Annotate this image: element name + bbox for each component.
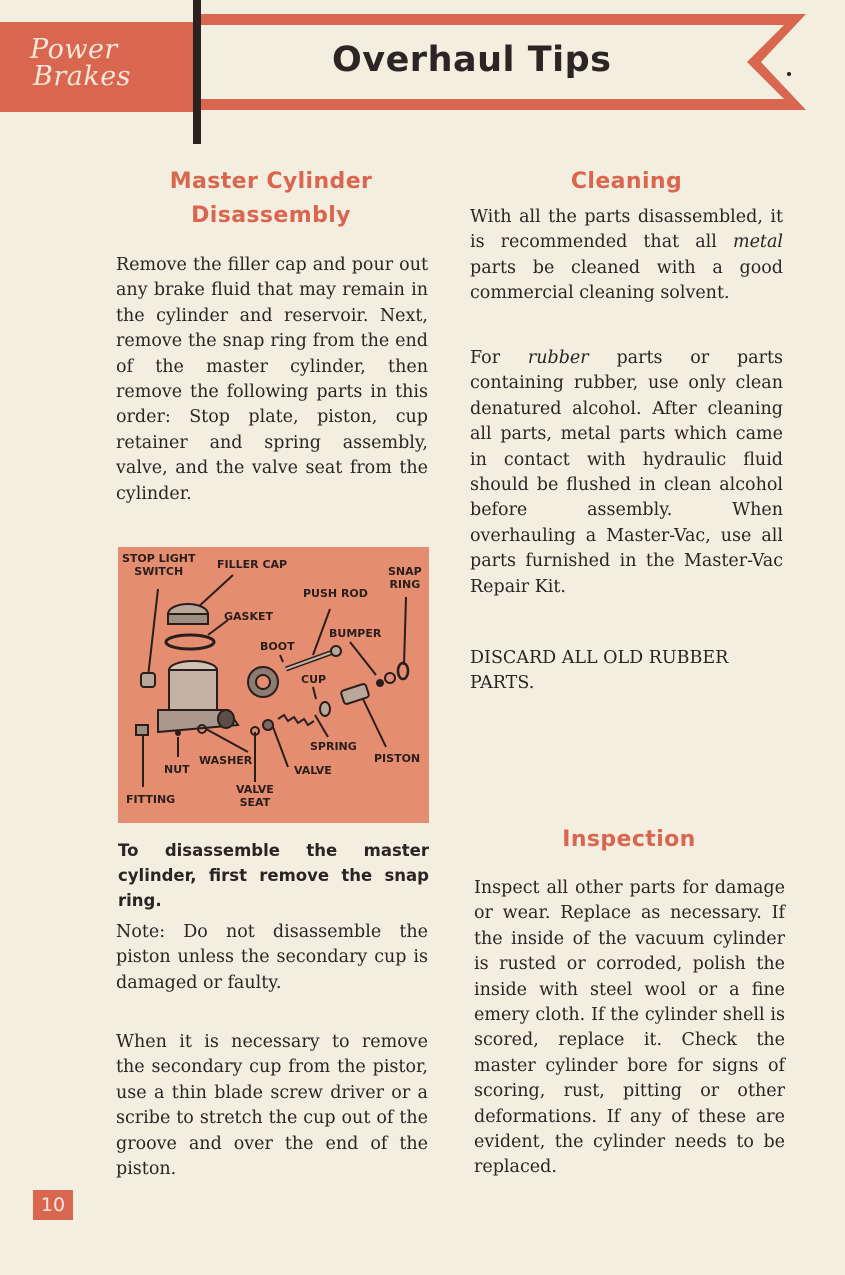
label-nut: NUT <box>164 763 190 776</box>
label-cup: CUP <box>301 673 327 686</box>
label-piston: PISTON <box>374 752 421 765</box>
label-switch: SWITCH <box>134 565 184 578</box>
label-stop-light-switch <box>122 552 196 578</box>
master-cylinder-heading <box>116 165 426 233</box>
label-ring: RING <box>389 578 421 591</box>
label-snap-ring <box>388 565 422 591</box>
brand-tab <box>0 22 196 112</box>
label-valve-seat-1: VALVE <box>236 783 274 796</box>
label-valve-seat-2: SEAT <box>239 796 271 809</box>
label-push-rod: PUSH ROD <box>303 587 368 600</box>
cleaning-p2-text-a: For <box>470 348 528 368</box>
header-divider <box>193 0 201 144</box>
cleaning-p2-text-b: parts or parts containing rubber, use only clean denatured alcohol. After cleaning all parts, metal parts which came in contact with hydraulic fluid should be flushed in clean alcohol before assembly. When overhauling a Master-Vac, use all parts furnished in the Master-Vac Repair Kit. <box>470 348 783 597</box>
logo-line-1: Power <box>30 34 118 65</box>
cleaning-paragraph-1 <box>470 205 783 307</box>
inspection-paragraph: Inspect all other parts for damage or wear. Replace as necessary. If the inside of the vacuum cylinder is rusted or corroded, polish the inside with steel wool or a fine emery cloth. If the cylinder shell is scored, replace it. Check the master cylinder bore for signs of scoring, rust, pitting or other deformations. If any of these are evident, the cylinder needs to be replaced. <box>474 878 785 1178</box>
cleaning-p2-emphasis: rubber <box>527 348 589 368</box>
discard-notice: DISCARD ALL OLD RUBBER PARTS. <box>470 648 729 694</box>
figure-caption: To disassemble the master cylinder, first remove the snap ring. <box>118 841 429 910</box>
inspection-heading: Inspection <box>562 827 696 852</box>
cleaning-paragraph-2 <box>470 346 783 600</box>
heading-line-2: Disassembly <box>191 203 351 228</box>
label-washer: WASHER <box>199 754 253 767</box>
cleaning-p1-emphasis: metal <box>732 232 783 253</box>
label-spring: SPRING <box>310 740 357 753</box>
secondary-cup-paragraph: When it is necessary to remove the secondary cup from the pistor, use a thin blade screw driver or a scribe to stretch the cup out of the groove and over the end of the piston. <box>116 1032 428 1180</box>
label-boot: BOOT <box>260 640 295 653</box>
page-number: 10 <box>33 1190 73 1220</box>
cleaning-p1-text-b: parts be cleaned with a good commercial cleaning solvent. <box>470 257 783 304</box>
logo-line-2: Brakes <box>33 61 132 92</box>
heading-line-1: Master Cylinder <box>169 169 373 194</box>
page-title: Overhaul Tips <box>332 40 612 80</box>
label-bumper: BUMPER <box>329 627 382 640</box>
label-fitting: FITTING <box>126 793 176 806</box>
diagram-drawing <box>118 547 429 823</box>
cleaning-heading: Cleaning <box>570 169 683 194</box>
label-stop-light: STOP LIGHT <box>122 552 196 565</box>
brand-logo <box>30 36 131 90</box>
decorative-dot <box>787 72 791 76</box>
label-gasket: GASKET <box>224 610 274 623</box>
label-valve: VALVE <box>294 764 332 777</box>
cleaning-p1-text-a: With all the parts disassembled, it is recommended that all <box>470 207 783 253</box>
master-cylinder-diagram <box>118 547 429 823</box>
label-snap: SNAP <box>388 565 422 578</box>
label-valve-seat <box>236 783 274 809</box>
label-filler-cap: FILLER CAP <box>217 558 288 571</box>
note-paragraph: Note: Do not disassemble the piston unless the secondary cup is damaged or faulty. <box>116 922 428 993</box>
disassembly-paragraph: Remove the filler cap and pour out any brake fluid that may remain in the cylinder and reservoir. Next, remove the snap ring from the end of the master cylinder, then remove the following parts in this order: Stop plate, piston, cup retainer and spring assembly, valve, and the valve seat from the cylinder. <box>116 255 428 504</box>
